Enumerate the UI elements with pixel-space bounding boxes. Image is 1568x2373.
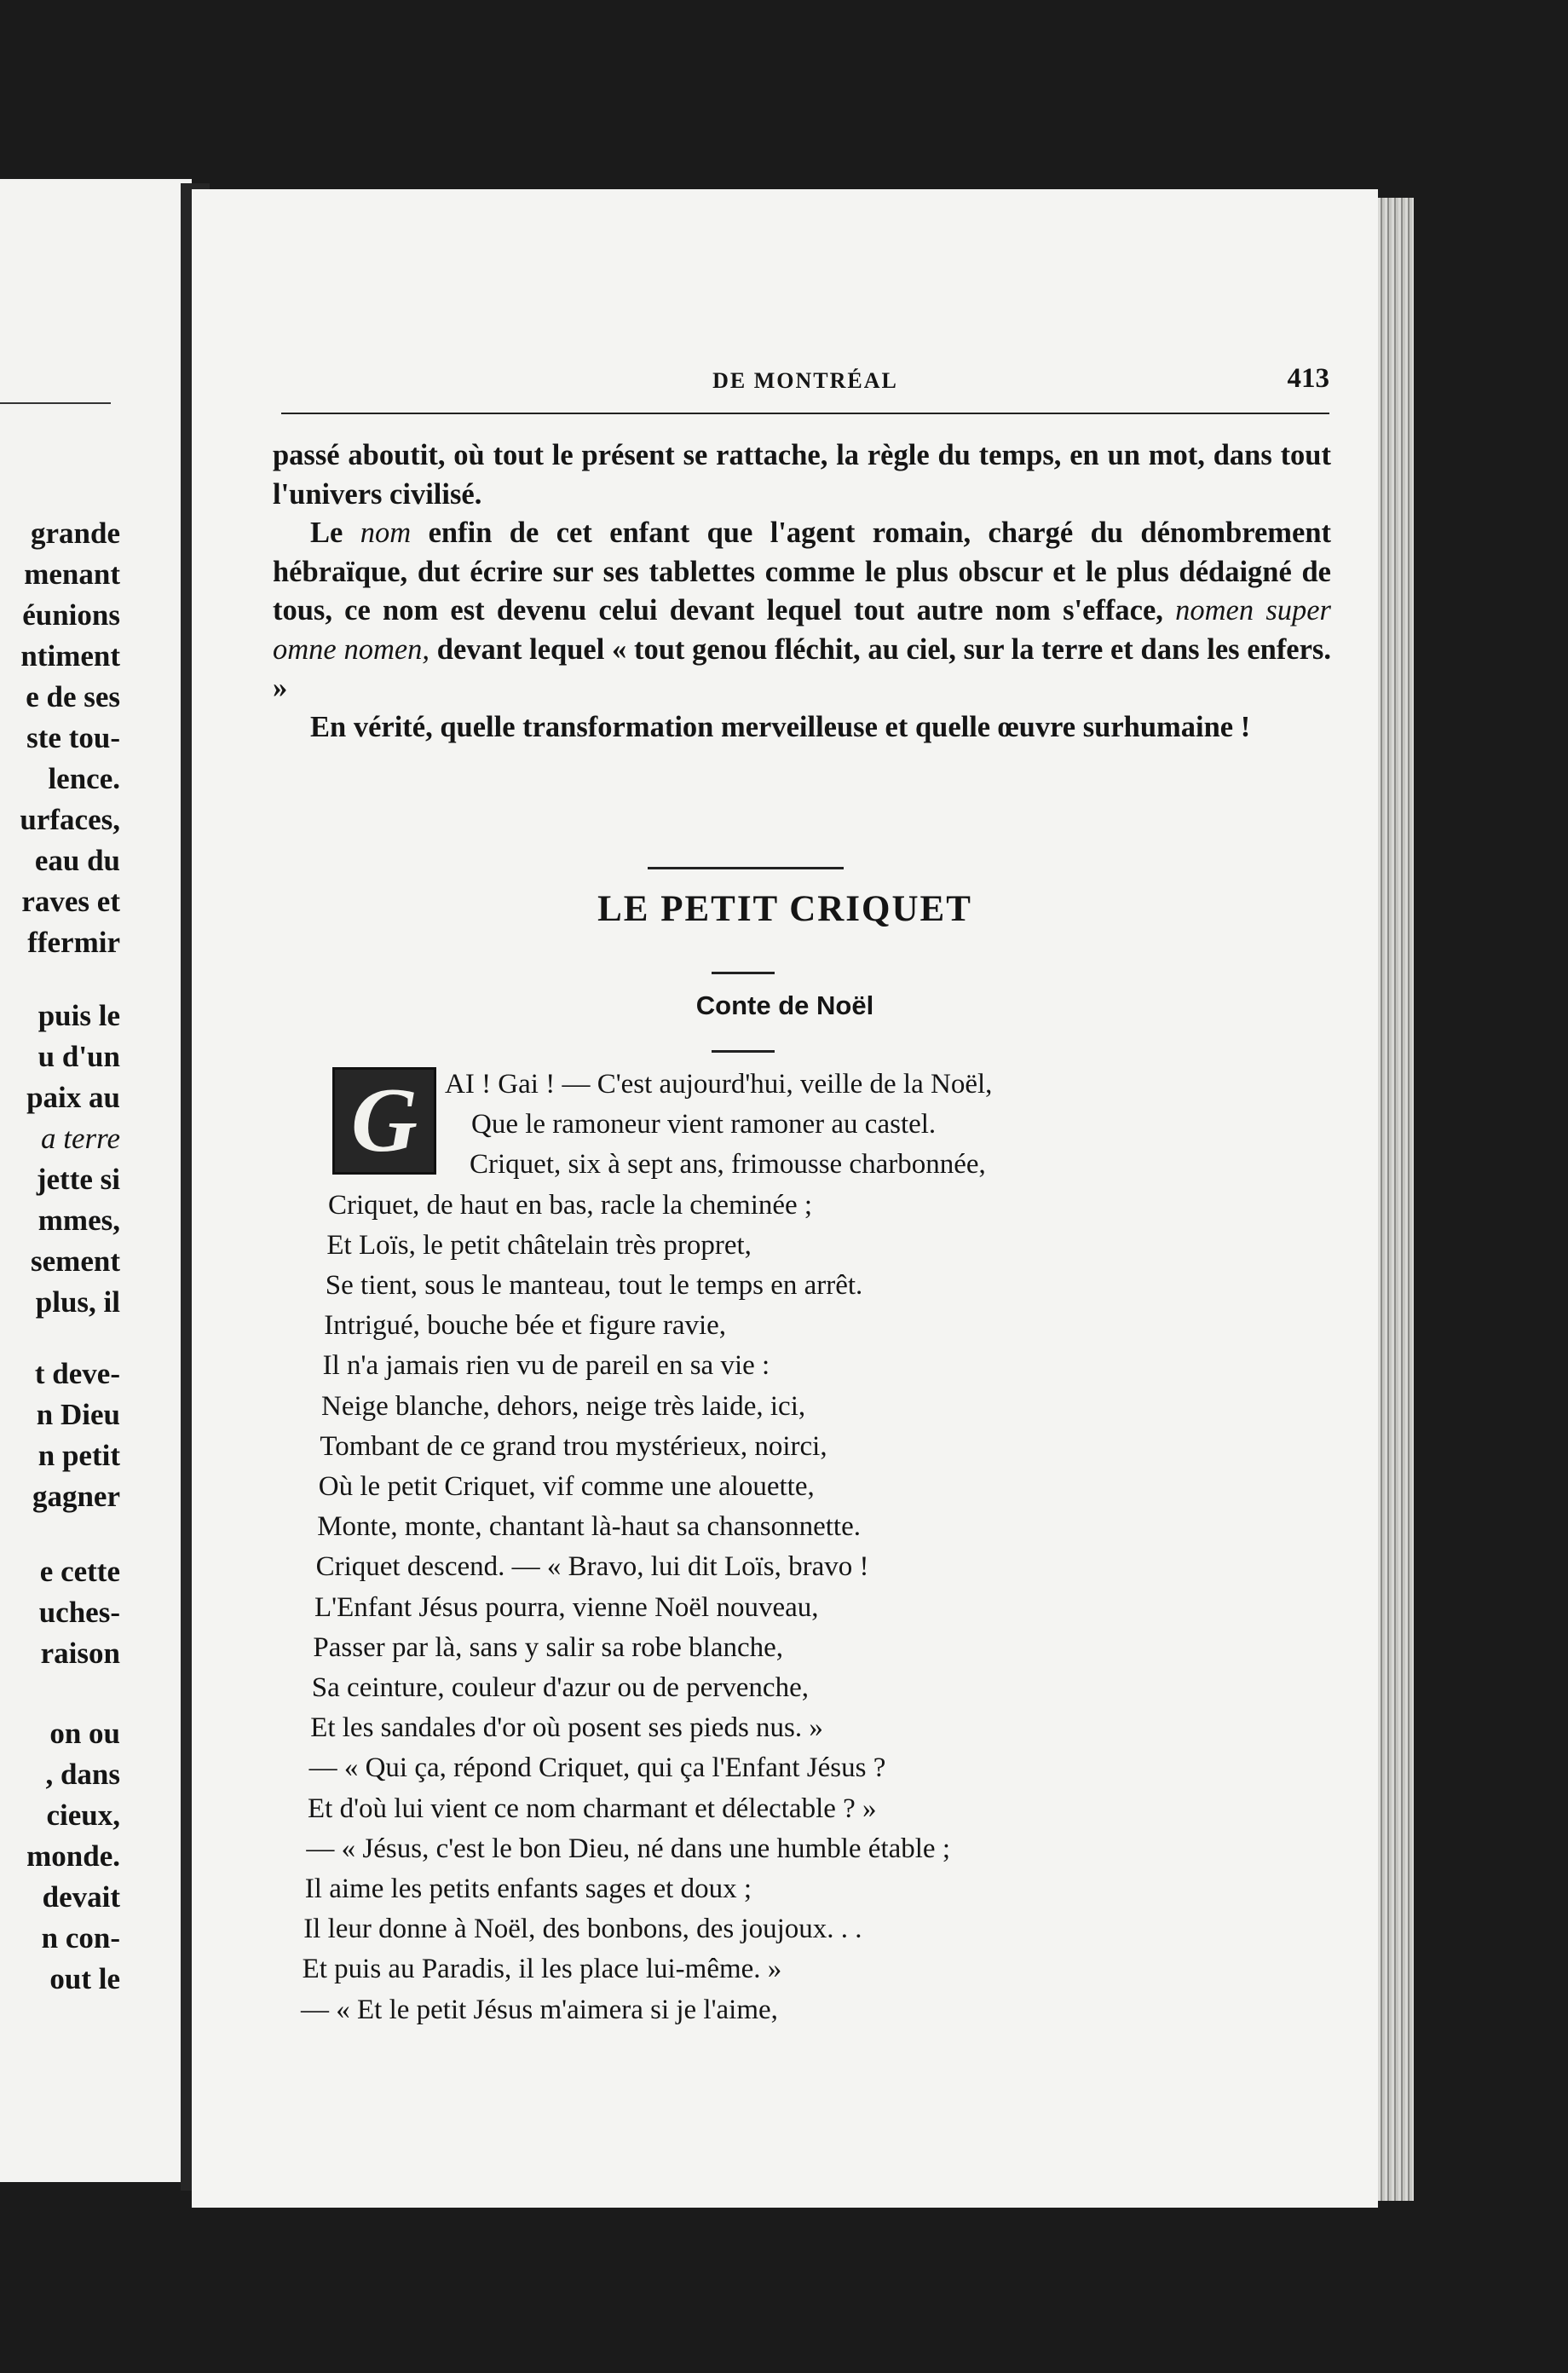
ornamental-drop-cap bbox=[332, 1067, 436, 1175]
paragraph-3: En vérité, quelle transformation merveilleuse et quelle œuvre surhumaine ! bbox=[310, 710, 1251, 743]
verse-line: Criquet, de haut en bas, racle la cheminée ; bbox=[328, 1189, 813, 1221]
header-rule bbox=[281, 413, 1329, 414]
verse-line: Se tient, sous le manteau, tout le temps en arrêt. bbox=[325, 1270, 863, 1301]
left-page-line: , dans bbox=[45, 1758, 120, 1791]
left-page-line: plus, il bbox=[35, 1285, 120, 1319]
left-page-line: grande bbox=[31, 517, 120, 550]
left-page-line: n Dieu bbox=[36, 1398, 120, 1431]
section-separator bbox=[648, 867, 844, 869]
left-page-line: sement bbox=[31, 1244, 120, 1278]
left-page-header-rule bbox=[0, 402, 111, 404]
verse-line: Où le petit Criquet, vif comme une alouette, bbox=[318, 1471, 815, 1502]
verse-line: Il leur donne à Noël, des bonbons, des joujoux. . . bbox=[303, 1914, 862, 1945]
verse-line: Il aime les petits enfants sages et doux ; bbox=[304, 1874, 752, 1904]
verse-line: Criquet, six à sept ans, frimousse charbonnée, bbox=[470, 1149, 986, 1181]
verse-line: Tombant de ce grand trou mystérieux, noirci, bbox=[320, 1430, 827, 1462]
prose-block bbox=[273, 436, 1331, 747]
left-page-line: a terre bbox=[41, 1122, 120, 1155]
story-title: LE PETIT CRIQUET bbox=[597, 889, 972, 929]
verse-line: Et les sandales d'or où posent ses pieds nus. » bbox=[310, 1712, 823, 1744]
verse-line: Passer par là, sans y salir sa robe blanche, bbox=[313, 1631, 784, 1663]
left-page-line: e de ses bbox=[26, 680, 120, 713]
page-number: 413 bbox=[1287, 363, 1329, 394]
verse-line: Monte, monte, chantant là-haut sa chansonnette. bbox=[317, 1511, 861, 1543]
left-page-line: raves et bbox=[21, 885, 120, 918]
left-page-line: e cette bbox=[39, 1555, 120, 1588]
page-block-edge bbox=[1378, 198, 1414, 2201]
left-page-line: puis le bbox=[37, 999, 120, 1032]
story-subtitle: Conte de Noël bbox=[695, 990, 874, 1020]
verse-line: — « Jésus, c'est le bon Dieu, né dans une humble étable ; bbox=[306, 1833, 950, 1864]
left-page-line: gagner bbox=[32, 1480, 120, 1513]
verse-line: Criquet descend. — « Bravo, lui dit Loïs, bravo ! bbox=[315, 1551, 869, 1583]
left-page-line: uches- bbox=[38, 1596, 120, 1629]
verse-line: Que le ramoneur vient ramoner au castel. bbox=[471, 1109, 937, 1140]
verse-line: Et d'où lui vient ce nom charmant et délectable ? » bbox=[308, 1793, 877, 1824]
paragraph-1: passé aboutit, où tout le présent se rattache, la règle du temps, en un mot, dans tout l'univers civilisé. bbox=[273, 439, 1331, 511]
verse-line: AI ! Gai ! — C'est aujourd'hui, veille de la Noël, bbox=[445, 1069, 993, 1100]
left-page-line: éunions bbox=[22, 598, 120, 632]
subtitle-rule bbox=[712, 1050, 775, 1053]
left-page-line: monde. bbox=[26, 1839, 120, 1873]
left-page-line: ste tou- bbox=[26, 721, 120, 754]
left-page-line: menant bbox=[24, 557, 120, 591]
verse-line: Intrigué, bouche bée et figure ravie, bbox=[324, 1310, 727, 1342]
verse-line: — « Qui ça, répond Criquet, qui ça l'Enfant Jésus ? bbox=[308, 1752, 886, 1784]
paragraph-2: Le nom enfin de cet enfant que l'agent romain, chargé du dénombrement hébraïque, dut écrire sur ses tablettes comme le plus obscur et le plus dédaigné de tous, ce nom est devenu celui devant lequel tout autre nom s'efface, nomen super omne nomen, devant lequel « tout genou fléchit, au ciel, sur la terre et dans les enfers. » bbox=[273, 517, 1332, 704]
left-page-line: urfaces, bbox=[20, 803, 120, 836]
left-page-line: out le bbox=[49, 1962, 120, 1995]
title-rule bbox=[712, 972, 775, 974]
left-page-line: ffermir bbox=[27, 926, 120, 959]
verse-line: L'Enfant Jésus pourra, vienne Noël nouveau, bbox=[314, 1591, 819, 1623]
left-page-line: eau du bbox=[34, 844, 120, 877]
left-page-line: cieux, bbox=[46, 1799, 120, 1832]
left-page-line: u d'un bbox=[37, 1040, 120, 1073]
left-page-line: n petit bbox=[37, 1439, 120, 1472]
left-page-line: mmes, bbox=[37, 1204, 120, 1237]
verse-line: Sa ceinture, couleur d'azur ou de pervenche, bbox=[311, 1672, 809, 1703]
verse-line: Il n'a jamais rien vu de pareil en sa vie : bbox=[322, 1350, 770, 1382]
left-page-line: ntiment bbox=[20, 639, 120, 673]
left-page-fragment bbox=[0, 179, 192, 2182]
verse-line: Neige blanche, dehors, neige très laide, ici, bbox=[321, 1390, 806, 1422]
left-page-line: devait bbox=[42, 1880, 120, 1914]
left-page-line: n con- bbox=[41, 1921, 120, 1954]
left-page-line: raison bbox=[40, 1637, 120, 1670]
left-page-line: t deve- bbox=[34, 1357, 120, 1390]
left-page-line: lence. bbox=[48, 762, 120, 795]
running-head: DE MONTRÉAL bbox=[712, 368, 898, 393]
verse-line: Et Loïs, le petit châtelain très propret, bbox=[326, 1229, 752, 1261]
left-page-line: paix au bbox=[26, 1081, 120, 1114]
verse-line: Et puis au Paradis, il les place lui-même. » bbox=[302, 1954, 782, 1985]
left-page-line: on ou bbox=[49, 1717, 120, 1750]
verse-line: — « Et le petit Jésus m'aimera si je l'aime, bbox=[301, 1994, 778, 2025]
drop-cap-letter: G bbox=[351, 1070, 418, 1171]
book-page bbox=[192, 189, 1378, 2208]
page-header bbox=[281, 363, 1329, 411]
left-page-line: jette si bbox=[36, 1163, 120, 1196]
